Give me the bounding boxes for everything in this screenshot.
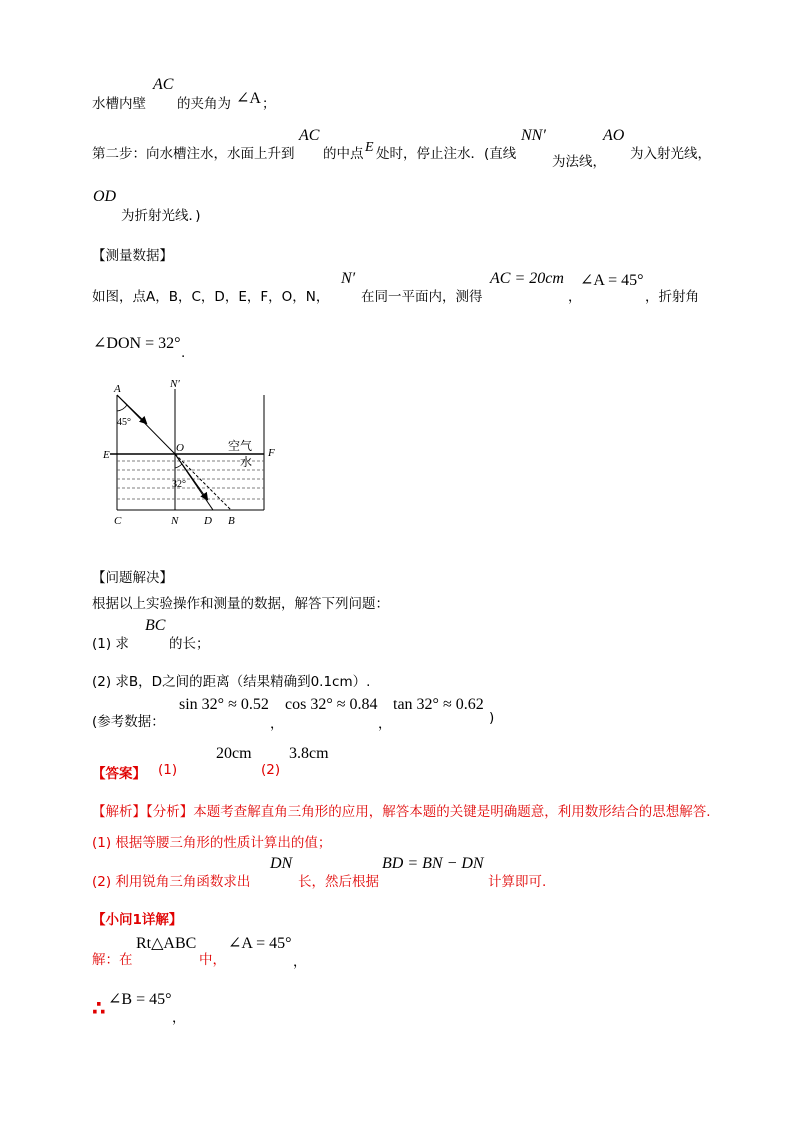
text-q2: (2) 求B，D之间的距离（结果精确到0.1cm）.	[92, 674, 371, 690]
math-b45: ∠B = 45°	[108, 991, 172, 1008]
label-water: 水	[240, 455, 253, 469]
math-sol-a45: ∠A = 45°	[228, 935, 292, 952]
math-e: E	[365, 140, 374, 155]
label-n-prime: N′	[170, 378, 180, 390]
text-ref-comma2: ，	[378, 716, 392, 732]
text-step2: 第二步：向水槽注水，水面上升到	[92, 146, 295, 162]
text-refraction-angle: ，折射角	[645, 289, 699, 305]
label-b: B	[228, 515, 235, 527]
text-points: 如图，点A，B，C，D，E，F，O，N，	[92, 289, 330, 305]
label-n: N	[171, 515, 179, 527]
answer-tag: 【答案】	[92, 766, 146, 782]
math-ac: AC	[153, 76, 174, 93]
text-period: .	[181, 345, 186, 361]
answer-p2: (2)	[261, 762, 281, 778]
math-n-prime: N′	[341, 270, 356, 287]
math-dn: DN	[270, 855, 293, 872]
heading-solve: 【问题解决】	[92, 570, 173, 586]
math-ao: AO	[603, 127, 625, 144]
text-analysis: 【解析】【分析】本题考查解直角三角形的应用，解答本题的关键是明确题意，利用数形结合的思想解答.	[92, 804, 711, 820]
text-normal: 为法线，	[552, 154, 606, 170]
math-bc: BC	[145, 617, 166, 634]
text-ref-close: )	[489, 710, 495, 726]
text-sol-in: 解：在	[92, 952, 133, 968]
text-ref-open: (参考数据：	[92, 714, 165, 730]
math-sin: sin 32° ≈ 0.52	[179, 696, 269, 713]
label-air: 空气	[228, 439, 253, 453]
label-e: E	[103, 449, 110, 461]
math-bd: BD = BN − DN	[382, 855, 484, 872]
text-ref-comma1: ，	[270, 716, 284, 732]
label-c: C	[114, 515, 122, 527]
text-comma: ，	[568, 289, 582, 305]
angle-don-arc	[175, 464, 182, 468]
refraction-figure	[100, 375, 290, 533]
math-rt-abc: Rt△ABC	[136, 935, 197, 952]
text-analysis-2: (2) 利用锐角三角函数求出	[92, 874, 251, 890]
label-45: 45°	[117, 417, 131, 428]
answer-v1: 20cm	[216, 745, 252, 762]
math-don-32: ∠DON = 32°	[93, 335, 181, 352]
math-od: OD	[93, 188, 117, 205]
text-analysis-2c: 计算即可.	[488, 874, 547, 890]
text-angle-is: 的夹角为	[177, 96, 231, 112]
math-ac-2: AC	[299, 127, 320, 144]
heading-measure: 【测量数据】	[92, 248, 173, 264]
heading-sub1: 【小问1详解】	[92, 912, 183, 928]
math-a-45: ∠A = 45°	[580, 272, 644, 289]
math-angle-a: ∠A	[236, 90, 261, 107]
text-sol-comma: ，	[293, 954, 307, 970]
answer-v2: 3.8cm	[289, 745, 329, 762]
text-midpoint: 的中点	[323, 146, 364, 162]
therefore-symbol: ∴	[92, 996, 106, 1020]
label-32: 32°	[172, 479, 186, 490]
text-semicolon: ；	[262, 96, 276, 112]
math-nn-prime: NN′	[521, 127, 546, 144]
text-sol2-comma: ，	[172, 1010, 186, 1026]
label-a: A	[114, 383, 121, 395]
text-q1: (1) 求	[92, 636, 129, 652]
label-d: D	[204, 515, 212, 527]
text-sol-zhong: 中，	[199, 952, 226, 968]
text-plane: 在同一平面内，测得	[361, 289, 483, 305]
math-tan: tan 32° ≈ 0.62	[393, 696, 484, 713]
text-inner-wall: 水槽内壁	[92, 96, 146, 112]
label-o: O	[176, 442, 184, 454]
text-analysis-1: (1) 根据等腰三角形的性质计算出的值；	[92, 835, 332, 851]
text-refracted: 为折射光线．)	[121, 208, 201, 224]
text-incident: 为入射光线，	[630, 146, 711, 162]
angle-a-arc	[117, 405, 127, 411]
label-f: F	[268, 447, 275, 459]
text-analysis-2b: 长，然后根据	[298, 874, 379, 890]
text-stop: 处时，停止注水．(直线	[376, 146, 517, 162]
math-cos: cos 32° ≈ 0.84	[285, 696, 378, 713]
answer-p1: (1)	[158, 762, 178, 778]
text-q1-length: 的长；	[169, 636, 210, 652]
math-ac-20: AC = 20cm	[490, 270, 564, 287]
text-solve-intro: 根据以上实验操作和测量的数据，解答下列问题：	[92, 596, 389, 612]
